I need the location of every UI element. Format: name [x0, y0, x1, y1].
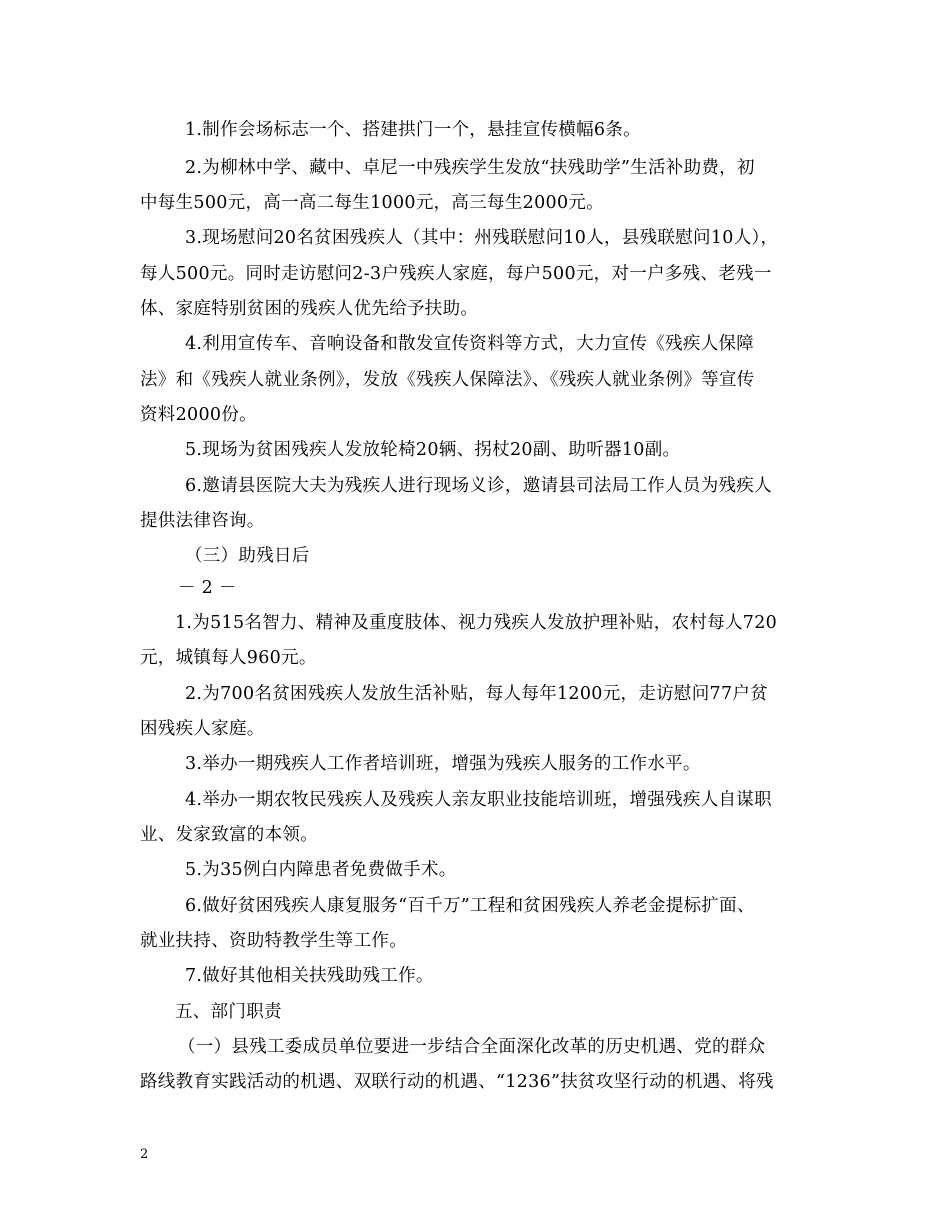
text-line: 2.为柳林中学、藏中、卓尼一中残疾学生发放“扶残助学”生活补助费，初	[185, 158, 755, 178]
text-line: 业、发家致富的本领。	[140, 825, 318, 845]
text-line: （一）县残工委成员单位要进一步结合全面深化改革的历史机遇、党的群众	[178, 1037, 766, 1057]
text-line: 6.邀请县医院大夫为残疾人进行现场义诊，邀请县司法局工作人员为残疾人	[185, 476, 772, 496]
text-line: 资料2000份。	[140, 405, 257, 425]
section-heading: 五、部门职责	[175, 1002, 282, 1022]
text-line: 5.现场为贫困残疾人发放轮椅20辆、拐杖20副、助听器10副。	[185, 440, 681, 460]
text-line: 5.为35例白内障患者免费做手术。	[185, 860, 457, 880]
text-line: 7.做好其他相关扶残助残工作。	[185, 966, 434, 986]
text-line: 1.为515名智力、精神及重度肢体、视力残疾人发放护理补贴，农村每人720	[175, 613, 778, 633]
text-line: 法》和《残疾人就业条例》，发放《残疾人保障法》、《残疾人就业条例》等宣传	[140, 370, 755, 390]
text-line: 元，城镇每人960元。	[140, 648, 317, 668]
text-line: 1.制作会场标志一个、搭建拱门一个，悬挂宣传横幅6条。	[185, 120, 641, 140]
text-line: 4.举办一期农牧民残疾人及残疾人亲友职业技能培训班，增强残疾人自谋职	[185, 790, 772, 810]
text-line: 体、家庭特别贫困的残疾人优先给予扶助。	[140, 299, 479, 319]
text-line: 6.做好贫困残疾人康复服务“百千万”工程和贫困残疾人养老金提标扩面、	[185, 896, 755, 916]
text-line: 每人500元。同时走访慰问2-3户残疾人家庭，每户500元，对一户多残、老残一	[140, 264, 772, 284]
page-marker: － 2 －	[178, 578, 237, 598]
section-heading: （三）助残日后	[185, 546, 310, 566]
text-line: 就业扶持、资助特教学生等工作。	[140, 931, 407, 951]
text-line: 提供法律咨询。	[140, 511, 265, 531]
text-line: 4.利用宣传车、音响设备和散发宣传资料等方式，大力宣传《残疾人保障	[185, 334, 755, 354]
text-line: 困残疾人家庭。	[140, 719, 265, 739]
page-number: 2	[140, 1147, 149, 1162]
text-line: 3.现场慰问20名贫困残疾人（其中：州残联慰问10人，县残联慰问10人），	[185, 228, 779, 248]
text-line: 3.举办一期残疾人工作者培训班，增强为残疾人服务的工作水平。	[185, 754, 701, 774]
text-line: 中每生500元，高一高二每生1000元，高三每生2000元。	[140, 193, 604, 213]
text-line: 路线教育实践活动的机遇、双联行动的机遇、“1236”扶贫攻坚行动的机遇、将残	[140, 1072, 774, 1092]
text-line: 2.为700名贫困残疾人发放生活补贴，每人每年1200元，走访慰问77户贫	[185, 684, 769, 704]
